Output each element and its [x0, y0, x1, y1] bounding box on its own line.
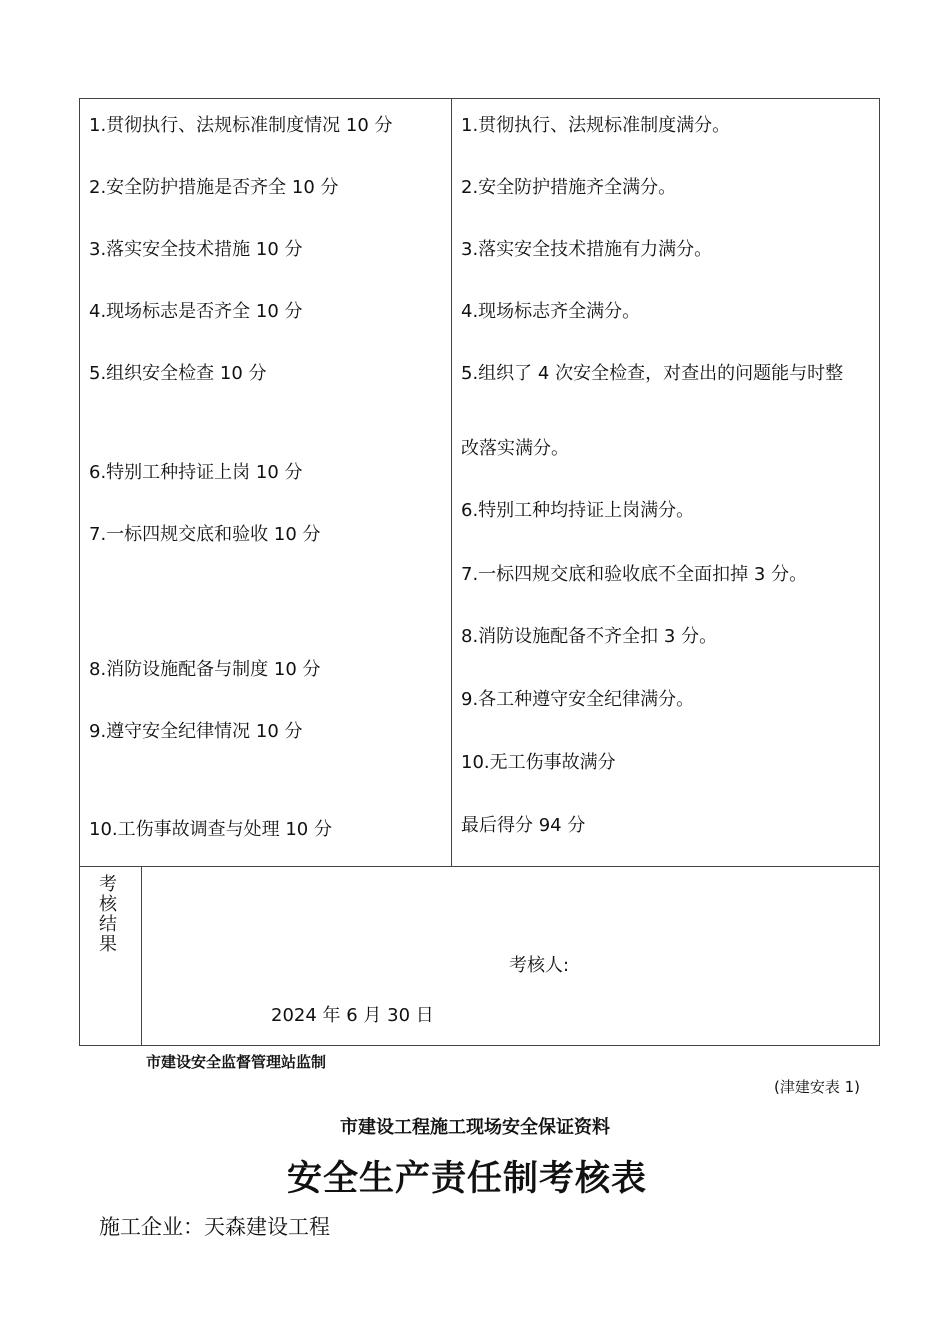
criteria-item: 1.贯彻执行、法规标准制度情况 10 分 — [89, 115, 393, 136]
assessment-date: 2024 年 6 月 30 日 — [271, 1005, 434, 1026]
evaluation-item: 2.安全防护措施齐全满分。 — [461, 177, 677, 198]
evaluation-item: 7.一标四规交底和验收底不全面扣掉 3 分。 — [461, 564, 808, 585]
criteria-item: 6.特别工种持证上岗 10 分 — [89, 462, 303, 483]
evaluation-item: 6.特别工种均持证上岗满分。 — [461, 500, 695, 521]
assessment-table — [79, 98, 880, 1046]
construction-company: 施工企业：天森建设工程 — [99, 1215, 330, 1239]
final-score: 最后得分 94 分 — [461, 815, 586, 836]
evaluation-item: 10.无工伤事故满分 — [461, 752, 616, 773]
evaluation-item: 9.各工种遵守安全纪律满分。 — [461, 689, 695, 710]
result-label: 考核结果 — [99, 874, 117, 955]
document-subtitle: 市建设工程施工现场安全保证资料 — [340, 1117, 610, 1138]
form-code: (津建安表 1) — [773, 1078, 860, 1096]
criteria-item: 9.遵守安全纪律情况 10 分 — [89, 721, 303, 742]
evaluation-item: 4.现场标志齐全满分。 — [461, 301, 641, 322]
criteria-item: 10.工伤事故调查与处理 10 分 — [89, 819, 332, 840]
criteria-item: 7.一标四规交底和验收 10 分 — [89, 524, 321, 545]
row-divider — [80, 866, 879, 867]
evaluation-item: 1.贯彻执行、法规标准制度满分。 — [461, 115, 731, 136]
evaluation-item: 8.消防设施配备不齐全扣 3 分。 — [461, 626, 718, 647]
criteria-item: 3.落实安全技术措施 10 分 — [89, 239, 303, 260]
evaluation-item: 5.组织了 4 次安全检查，对查出的问题能与时整 — [461, 363, 844, 384]
column-divider — [451, 99, 452, 866]
evaluation-item: 改落实满分。 — [461, 438, 569, 459]
criteria-item: 2.安全防护措施是否齐全 10 分 — [89, 177, 339, 198]
criteria-item: 5.组织安全检查 10 分 — [89, 363, 267, 384]
result-column-divider — [141, 866, 142, 1046]
evaluation-item: 3.落实安全技术措施有力满分。 — [461, 239, 713, 260]
criteria-item: 8.消防设施配备与制度 10 分 — [89, 659, 321, 680]
supervising-org: 市建设安全监督管理站监制 — [146, 1053, 327, 1071]
assessor-label: 考核人: — [509, 955, 570, 976]
criteria-item: 4.现场标志是否齐全 10 分 — [89, 301, 303, 322]
document-title: 安全生产责任制考核表 — [286, 1159, 647, 1199]
